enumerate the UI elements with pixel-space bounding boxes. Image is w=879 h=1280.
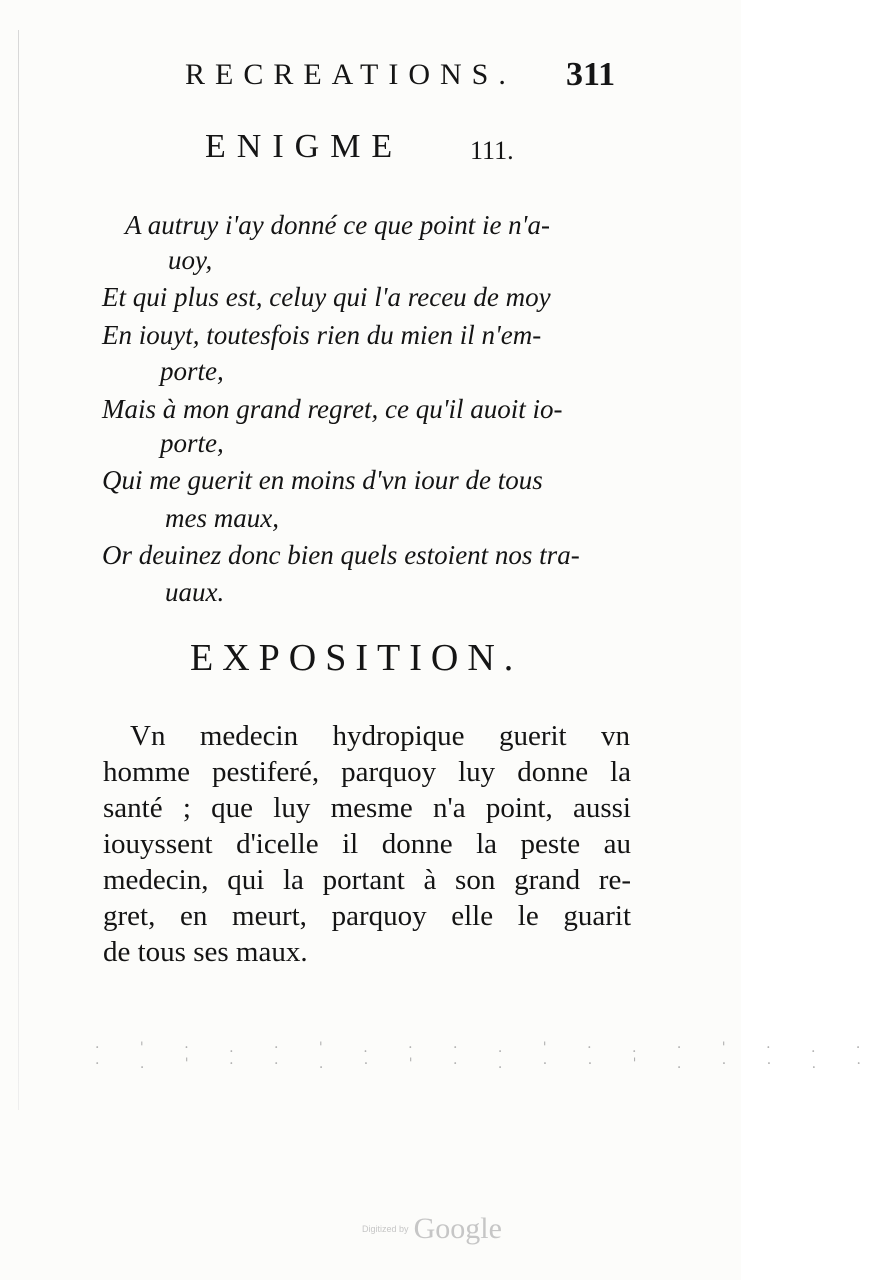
prose-line: Vn medecin hydropique guerit vn xyxy=(130,720,630,752)
verse-line: A autruy i'ay donné ce que point ie n'a- xyxy=(125,210,550,240)
verse-line: mes maux, xyxy=(165,503,279,533)
exposition-title: EXPOSITION. xyxy=(190,637,523,679)
watermark-prefix: Digitized by xyxy=(362,1224,409,1234)
prose-line: gret, en meurt, parquoy elle le guarit xyxy=(103,900,631,932)
running-head: RECREATIONS. xyxy=(185,58,516,91)
prose-line: de tous ses maux. xyxy=(103,936,308,968)
verse-line: Et qui plus est, celuy qui l'a receu de moy xyxy=(102,282,551,312)
prose-line: santé ; que luy mesme n'a point, aussi xyxy=(103,792,631,824)
google-watermark xyxy=(362,1212,502,1246)
verse-line: Or deuinez donc bien quels estoient nos tra- xyxy=(102,540,580,570)
verse-line: Qui me guerit en moins d'vn iour de tous xyxy=(102,465,543,495)
speck-row: · ' · . · ' . · · . ' · . · ' · . · xyxy=(95,1040,879,1056)
verse-line: Mais à mon grand regret, ce qu'il auoit io- xyxy=(102,394,563,424)
verse-line: En iouyt, toutesfois rien du mien il n'em- xyxy=(102,320,542,350)
enigme-title: ENIGME xyxy=(205,128,404,165)
speck-row: · . ' · · . · ' · . · · ' . · · . · xyxy=(95,1056,879,1072)
google-logo-text: Google xyxy=(413,1212,502,1245)
prose-line: homme pestiferé, parquoy luy donne la xyxy=(103,756,631,788)
page-gutter-line xyxy=(18,30,19,1110)
verse-line: uaux. xyxy=(165,577,225,607)
enigme-number: 111. xyxy=(470,136,514,165)
bleed-through-specks xyxy=(95,1040,879,1100)
prose-line: medecin, qui la portant à son grand re- xyxy=(103,864,631,896)
verse-line: uoy, xyxy=(168,245,213,275)
page-number: 311 xyxy=(566,56,616,93)
prose-line: iouyssent d'icelle il donne la peste au xyxy=(103,828,631,860)
verse-line: porte, xyxy=(160,428,224,458)
verse-line: porte, xyxy=(160,356,224,386)
